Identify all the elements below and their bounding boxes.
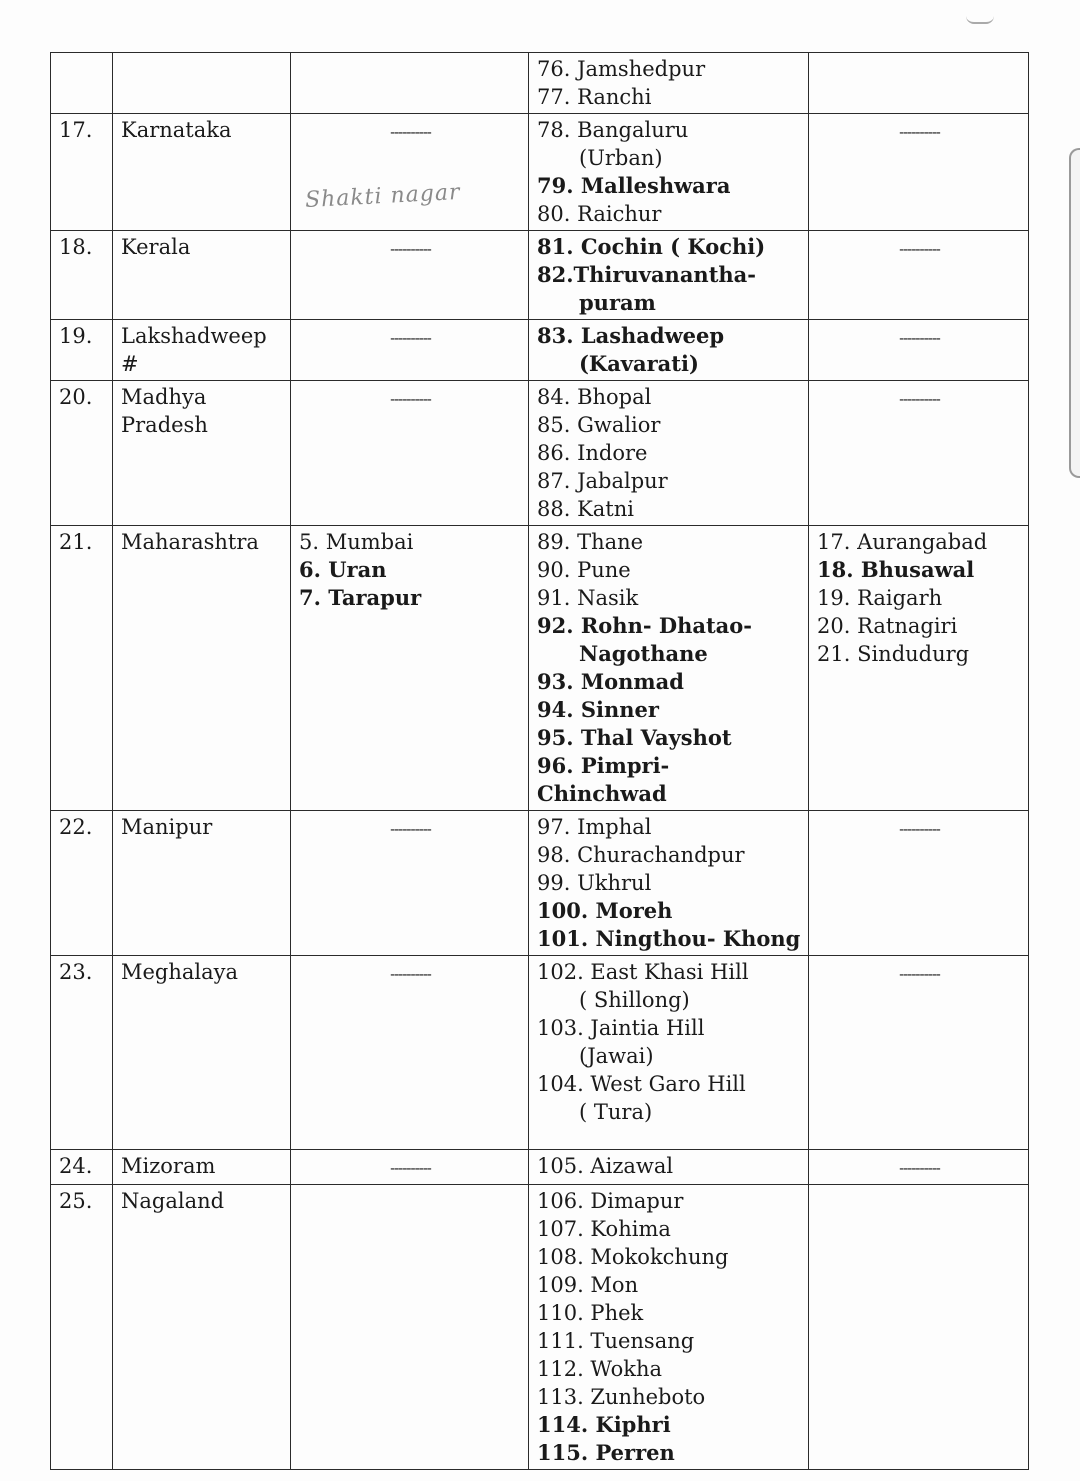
city-entry: 78. Bangaluru	[537, 118, 689, 142]
state-name-cell	[113, 811, 291, 956]
column-five-cell	[809, 811, 1029, 956]
city-list-cell	[529, 114, 809, 231]
city-entry: 114. Kiphri	[537, 1412, 671, 1437]
column-three-cell	[291, 811, 529, 956]
city-entry: 81. Cochin ( Kochi)	[537, 234, 766, 259]
column-three-cell	[291, 1185, 529, 1470]
column-five-cell	[809, 526, 1029, 811]
city-entry: 79. Malleshwara	[537, 173, 731, 198]
city-entry: 76. Jamshedpur	[537, 57, 706, 81]
serial-number-cell: 19.	[51, 320, 113, 381]
table-row	[51, 1185, 1029, 1470]
state-name-cell	[113, 381, 291, 526]
column-five-entry: 18. Bhusawal	[817, 557, 975, 582]
city-list-cell	[529, 381, 809, 526]
city-entry: (Kavarati)	[579, 351, 699, 376]
state-name: Mizoram	[121, 1154, 216, 1178]
city-entry: 97. Imphal	[537, 815, 652, 839]
column-five-cell	[809, 1150, 1029, 1185]
city-entry: 113. Zunheboto	[537, 1385, 706, 1409]
city-list-cell	[529, 320, 809, 381]
empty-dash-mark: ----------	[390, 240, 431, 258]
table-body	[51, 53, 1029, 1470]
column-five-entry: 19. Raigarh	[817, 586, 943, 610]
empty-dash-mark: ----------	[390, 123, 431, 141]
city-entry: 93. Monmad	[537, 669, 684, 694]
table-row	[51, 526, 1029, 811]
state-name: Maharashtra	[121, 530, 259, 554]
column-three-cell	[291, 114, 529, 231]
city-entry: 103. Jaintia Hill	[537, 1016, 705, 1040]
city-entry: 88. Katni	[537, 497, 634, 521]
column-three-cell	[291, 526, 529, 811]
empty-dash-mark: ----------	[899, 329, 940, 347]
column-three-cell	[291, 381, 529, 526]
state-name-cell	[113, 114, 291, 231]
state-name: Madhya	[121, 385, 207, 409]
state-name: Lakshadweep	[121, 324, 267, 348]
column-three-cell	[291, 956, 529, 1150]
column-five-cell	[809, 114, 1029, 231]
city-list-cell	[529, 1185, 809, 1470]
serial-number-cell: 23.	[51, 956, 113, 1150]
empty-dash-mark: ----------	[390, 390, 431, 408]
city-entry: 84. Bhopal	[537, 385, 652, 409]
city-list-cell	[529, 956, 809, 1150]
city-entry: 90. Pune	[537, 558, 631, 582]
column-five-entry: 17. Aurangabad	[817, 530, 988, 554]
serial-number-cell: 22.	[51, 811, 113, 956]
serial-number-cell: 25.	[51, 1185, 113, 1470]
city-entry: (Jawai)	[579, 1044, 654, 1068]
state-name-cell	[113, 320, 291, 381]
city-list-cell	[529, 1150, 809, 1185]
city-list-cell	[529, 53, 809, 114]
city-entry: (Urban)	[579, 146, 663, 170]
column-five-entry: 20. Ratnagiri	[817, 614, 958, 638]
empty-dash-mark: ----------	[390, 820, 431, 838]
handwritten-note: Shakti nagar	[304, 179, 462, 214]
city-entry: 108. Mokokchung	[537, 1245, 729, 1269]
empty-dash-mark: ----------	[390, 965, 431, 983]
city-entry: 105. Aizawal	[537, 1154, 674, 1178]
table-row	[51, 381, 1029, 526]
corner-mark	[966, 16, 994, 24]
empty-dash-mark: ----------	[390, 1159, 431, 1177]
city-entry: 83. Lashadweep	[537, 323, 725, 348]
city-entry: 77. Ranchi	[537, 85, 652, 109]
column-three-cell	[291, 1150, 529, 1185]
city-entry: 86. Indore	[537, 441, 648, 465]
empty-dash-mark: ----------	[899, 390, 940, 408]
city-entry: 104. West Garo Hill	[537, 1072, 746, 1096]
city-entry: 112. Wokha	[537, 1357, 663, 1381]
city-entry: 102. East Khasi Hill	[537, 960, 749, 984]
column-three-cell	[291, 320, 529, 381]
serial-number-cell: 24.	[51, 1150, 113, 1185]
city-entry: 110. Phek	[537, 1301, 644, 1325]
column-three-entry: 6. Uran	[299, 557, 387, 582]
city-entry: 111. Tuensang	[537, 1329, 695, 1353]
city-list-cell	[529, 526, 809, 811]
state-name: Meghalaya	[121, 960, 239, 984]
city-entry: 107. Kohima	[537, 1217, 671, 1241]
column-five-cell	[809, 956, 1029, 1150]
empty-dash-mark: ----------	[899, 1159, 940, 1177]
empty-dash-mark: ----------	[899, 965, 940, 983]
city-entry: Chinchwad	[537, 781, 667, 806]
serial-number-cell: 17.	[51, 114, 113, 231]
state-name: Karnataka	[121, 118, 232, 142]
column-five-cell	[809, 53, 1029, 114]
column-five-entry: 21. Sindudurg	[817, 642, 970, 666]
scrollbar-handle[interactable]	[1069, 148, 1080, 478]
state-name: Manipur	[121, 815, 213, 839]
city-entry: 94. Sinner	[537, 697, 659, 722]
city-entry: 85. Gwalior	[537, 413, 661, 437]
serial-number-cell: 21.	[51, 526, 113, 811]
city-list-cell	[529, 811, 809, 956]
state-name-cell	[113, 526, 291, 811]
serial-number-cell: 20.	[51, 381, 113, 526]
state-name-cell	[113, 1150, 291, 1185]
column-five-cell	[809, 231, 1029, 320]
city-entry: 101. Ningthou- Khong	[537, 926, 801, 951]
city-entry: ( Tura)	[579, 1100, 653, 1124]
city-entry: 80. Raichur	[537, 202, 662, 226]
city-entry: 98. Churachandpur	[537, 843, 745, 867]
empty-dash-mark: ----------	[899, 123, 940, 141]
city-entry: 92. Rohn- Dhatao-	[537, 613, 752, 638]
city-entry: 106. Dimapur	[537, 1189, 684, 1213]
column-five-cell	[809, 320, 1029, 381]
state-name-cell	[113, 956, 291, 1150]
city-entry: 96. Pimpri-	[537, 753, 670, 778]
column-three-entry: 7. Tarapur	[299, 585, 422, 610]
state-name: #	[121, 352, 139, 376]
table-row	[51, 114, 1029, 231]
city-entry: puram	[579, 290, 656, 315]
state-name: Pradesh	[121, 413, 208, 437]
table-row	[51, 231, 1029, 320]
city-list-cell	[529, 231, 809, 320]
table-row	[51, 811, 1029, 956]
city-entry: 109. Mon	[537, 1273, 639, 1297]
city-entry: 91. Nasik	[537, 586, 639, 610]
table-row	[51, 956, 1029, 1150]
empty-dash-mark: ----------	[899, 240, 940, 258]
city-list-table	[50, 52, 1029, 1470]
state-name: Kerala	[121, 235, 191, 259]
empty-dash-mark: ----------	[899, 820, 940, 838]
city-entry: 82.Thiruvanantha-	[537, 262, 756, 287]
state-name: Nagaland	[121, 1189, 225, 1213]
city-entry: 99. Ukhrul	[537, 871, 652, 895]
table-row	[51, 320, 1029, 381]
serial-number-cell: 18.	[51, 231, 113, 320]
column-three-cell	[291, 231, 529, 320]
table-row	[51, 1150, 1029, 1185]
column-five-cell	[809, 1185, 1029, 1470]
state-name-cell	[113, 231, 291, 320]
serial-number-cell	[51, 53, 113, 114]
column-five-cell	[809, 381, 1029, 526]
city-entry: 100. Moreh	[537, 898, 673, 923]
city-entry: 95. Thal Vayshot	[537, 725, 732, 750]
city-entry: 89. Thane	[537, 530, 644, 554]
state-name-cell	[113, 1185, 291, 1470]
column-three-entry: 5. Mumbai	[299, 530, 414, 554]
table-row	[51, 53, 1029, 114]
city-entry: ( Shillong)	[579, 988, 690, 1012]
city-entry: 87. Jabalpur	[537, 469, 668, 493]
city-entry: Nagothane	[579, 641, 708, 666]
empty-dash-mark: ----------	[390, 329, 431, 347]
column-three-cell	[291, 53, 529, 114]
city-entry: 115. Perren	[537, 1440, 675, 1465]
state-name-cell	[113, 53, 291, 114]
